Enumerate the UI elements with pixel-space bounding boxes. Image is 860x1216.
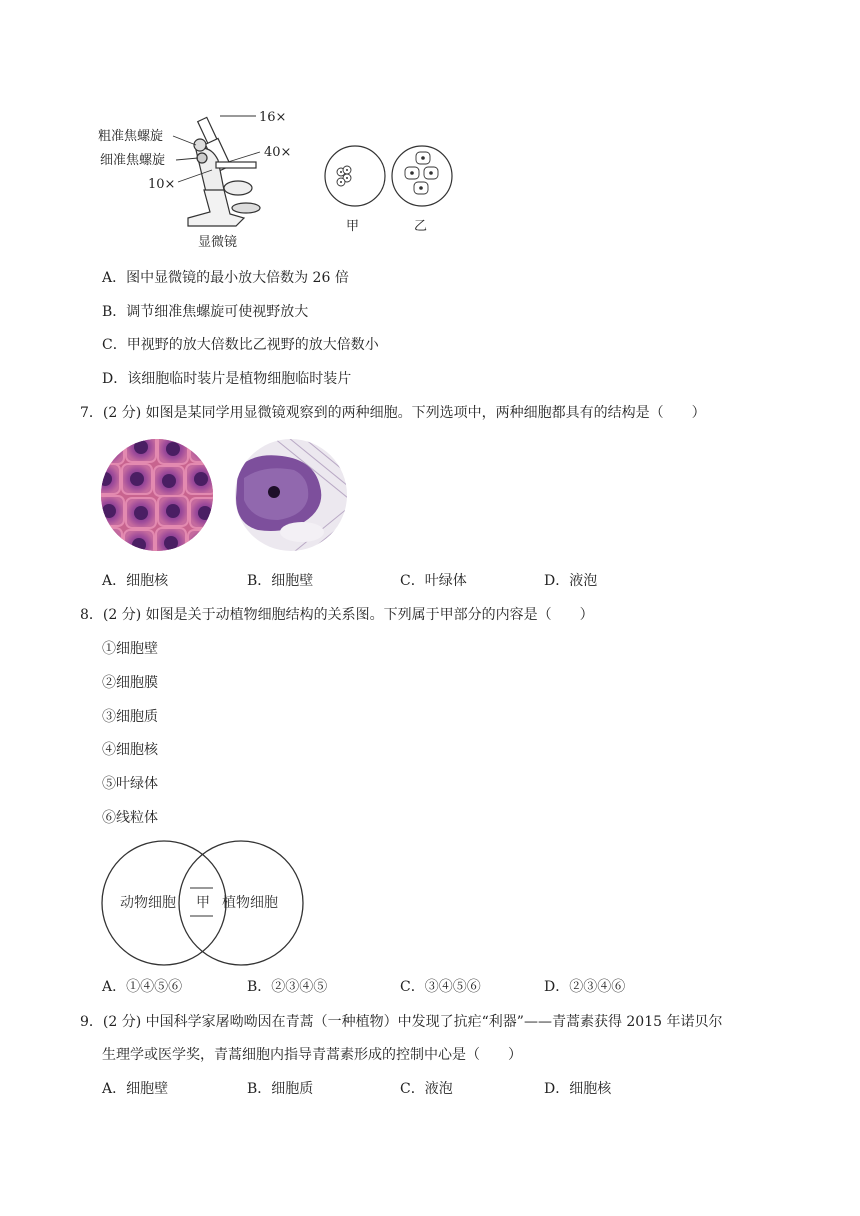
q9-option-d[interactable]: D．细胞核: [544, 1081, 612, 1097]
q7-option-d[interactable]: D．液泡: [544, 573, 598, 589]
q8-item-6: ⑥线粒体: [102, 810, 158, 826]
q7-option-a[interactable]: A．细胞核: [102, 573, 169, 589]
q8-option-d[interactable]: D．②③④⑥: [544, 979, 626, 995]
q6-option-d[interactable]: D．该细胞临时装片是植物细胞临时装片: [102, 371, 352, 387]
fine-knob: [197, 153, 207, 163]
label-fine-focus: 细准焦螺旋: [100, 153, 166, 168]
q9-option-c[interactable]: C．液泡: [400, 1081, 453, 1097]
q8-item-4: ④细胞核: [102, 742, 158, 758]
mirror: [224, 181, 252, 195]
q7-option-b[interactable]: B．细胞壁: [247, 573, 314, 589]
q7-animal-cell-image: [100, 438, 214, 556]
q7-plant-cell-image: [234, 438, 348, 556]
q6-option-c[interactable]: C．甲视野的放大倍数比乙视野的放大倍数小: [102, 337, 379, 353]
q9-stem-line1: 9．(2 分) 中国科学家屠呦呦因在青蒿（一种植物）中发现了抗疟“利器”——青蒿素获得 2015 年诺贝尔: [80, 1014, 723, 1030]
label-40x: 40×: [264, 145, 292, 160]
q8-option-c[interactable]: C．③④⑤⑥: [400, 979, 481, 995]
q8-item-5: ⑤叶绿体: [102, 776, 158, 792]
q7-stem: 7．(2 分) 如图是某同学用显微镜观察到的两种细胞。下列选项中，两种细胞都具有的结构是（ ）: [80, 405, 706, 421]
q8-item-3: ③细胞质: [102, 709, 158, 725]
q9-stem-line2: 生理学或医学奖，青蒿细胞内指导青蒿素形成的控制中心是（ ）: [102, 1047, 522, 1063]
label-coarse-focus: 粗准焦螺旋: [98, 129, 164, 144]
label-16x: 16×: [259, 110, 287, 125]
q9-option-a[interactable]: A．细胞壁: [102, 1081, 169, 1097]
stage: [216, 162, 256, 168]
view-jia: [325, 146, 385, 206]
q7-option-c[interactable]: C．叶绿体: [400, 573, 467, 589]
caption-yi: 乙: [414, 219, 428, 234]
q6-figure: [96, 100, 466, 255]
venn-label-animal: 动物细胞: [120, 895, 176, 911]
q8-option-b[interactable]: B．②③④⑤: [247, 979, 328, 995]
q8-item-2: ②细胞膜: [102, 675, 158, 691]
microscope-diagram: [96, 100, 466, 255]
caption-jia: 甲: [346, 219, 360, 234]
q9-option-b[interactable]: B．细胞质: [247, 1081, 314, 1097]
q8-option-a[interactable]: A．①④⑤⑥: [102, 979, 183, 995]
venn-label-plant: 植物细胞: [222, 895, 278, 911]
q6-option-b[interactable]: B．调节细准焦螺旋可使视野放大: [102, 304, 309, 320]
q6-option-a[interactable]: A．图中显微镜的最小放大倍数为 26 倍: [102, 270, 349, 286]
caption-microscope: 显微镜: [198, 235, 238, 250]
label-10x: 10×: [148, 177, 176, 192]
venn-label-jia: 甲: [196, 895, 210, 911]
q8-item-1: ①细胞壁: [102, 641, 158, 657]
q8-stem: 8．(2 分) 如图是关于动植物细胞结构的关系图。下列属于甲部分的内容是（ ）: [80, 607, 594, 623]
q8-venn-diagram: [100, 840, 310, 970]
